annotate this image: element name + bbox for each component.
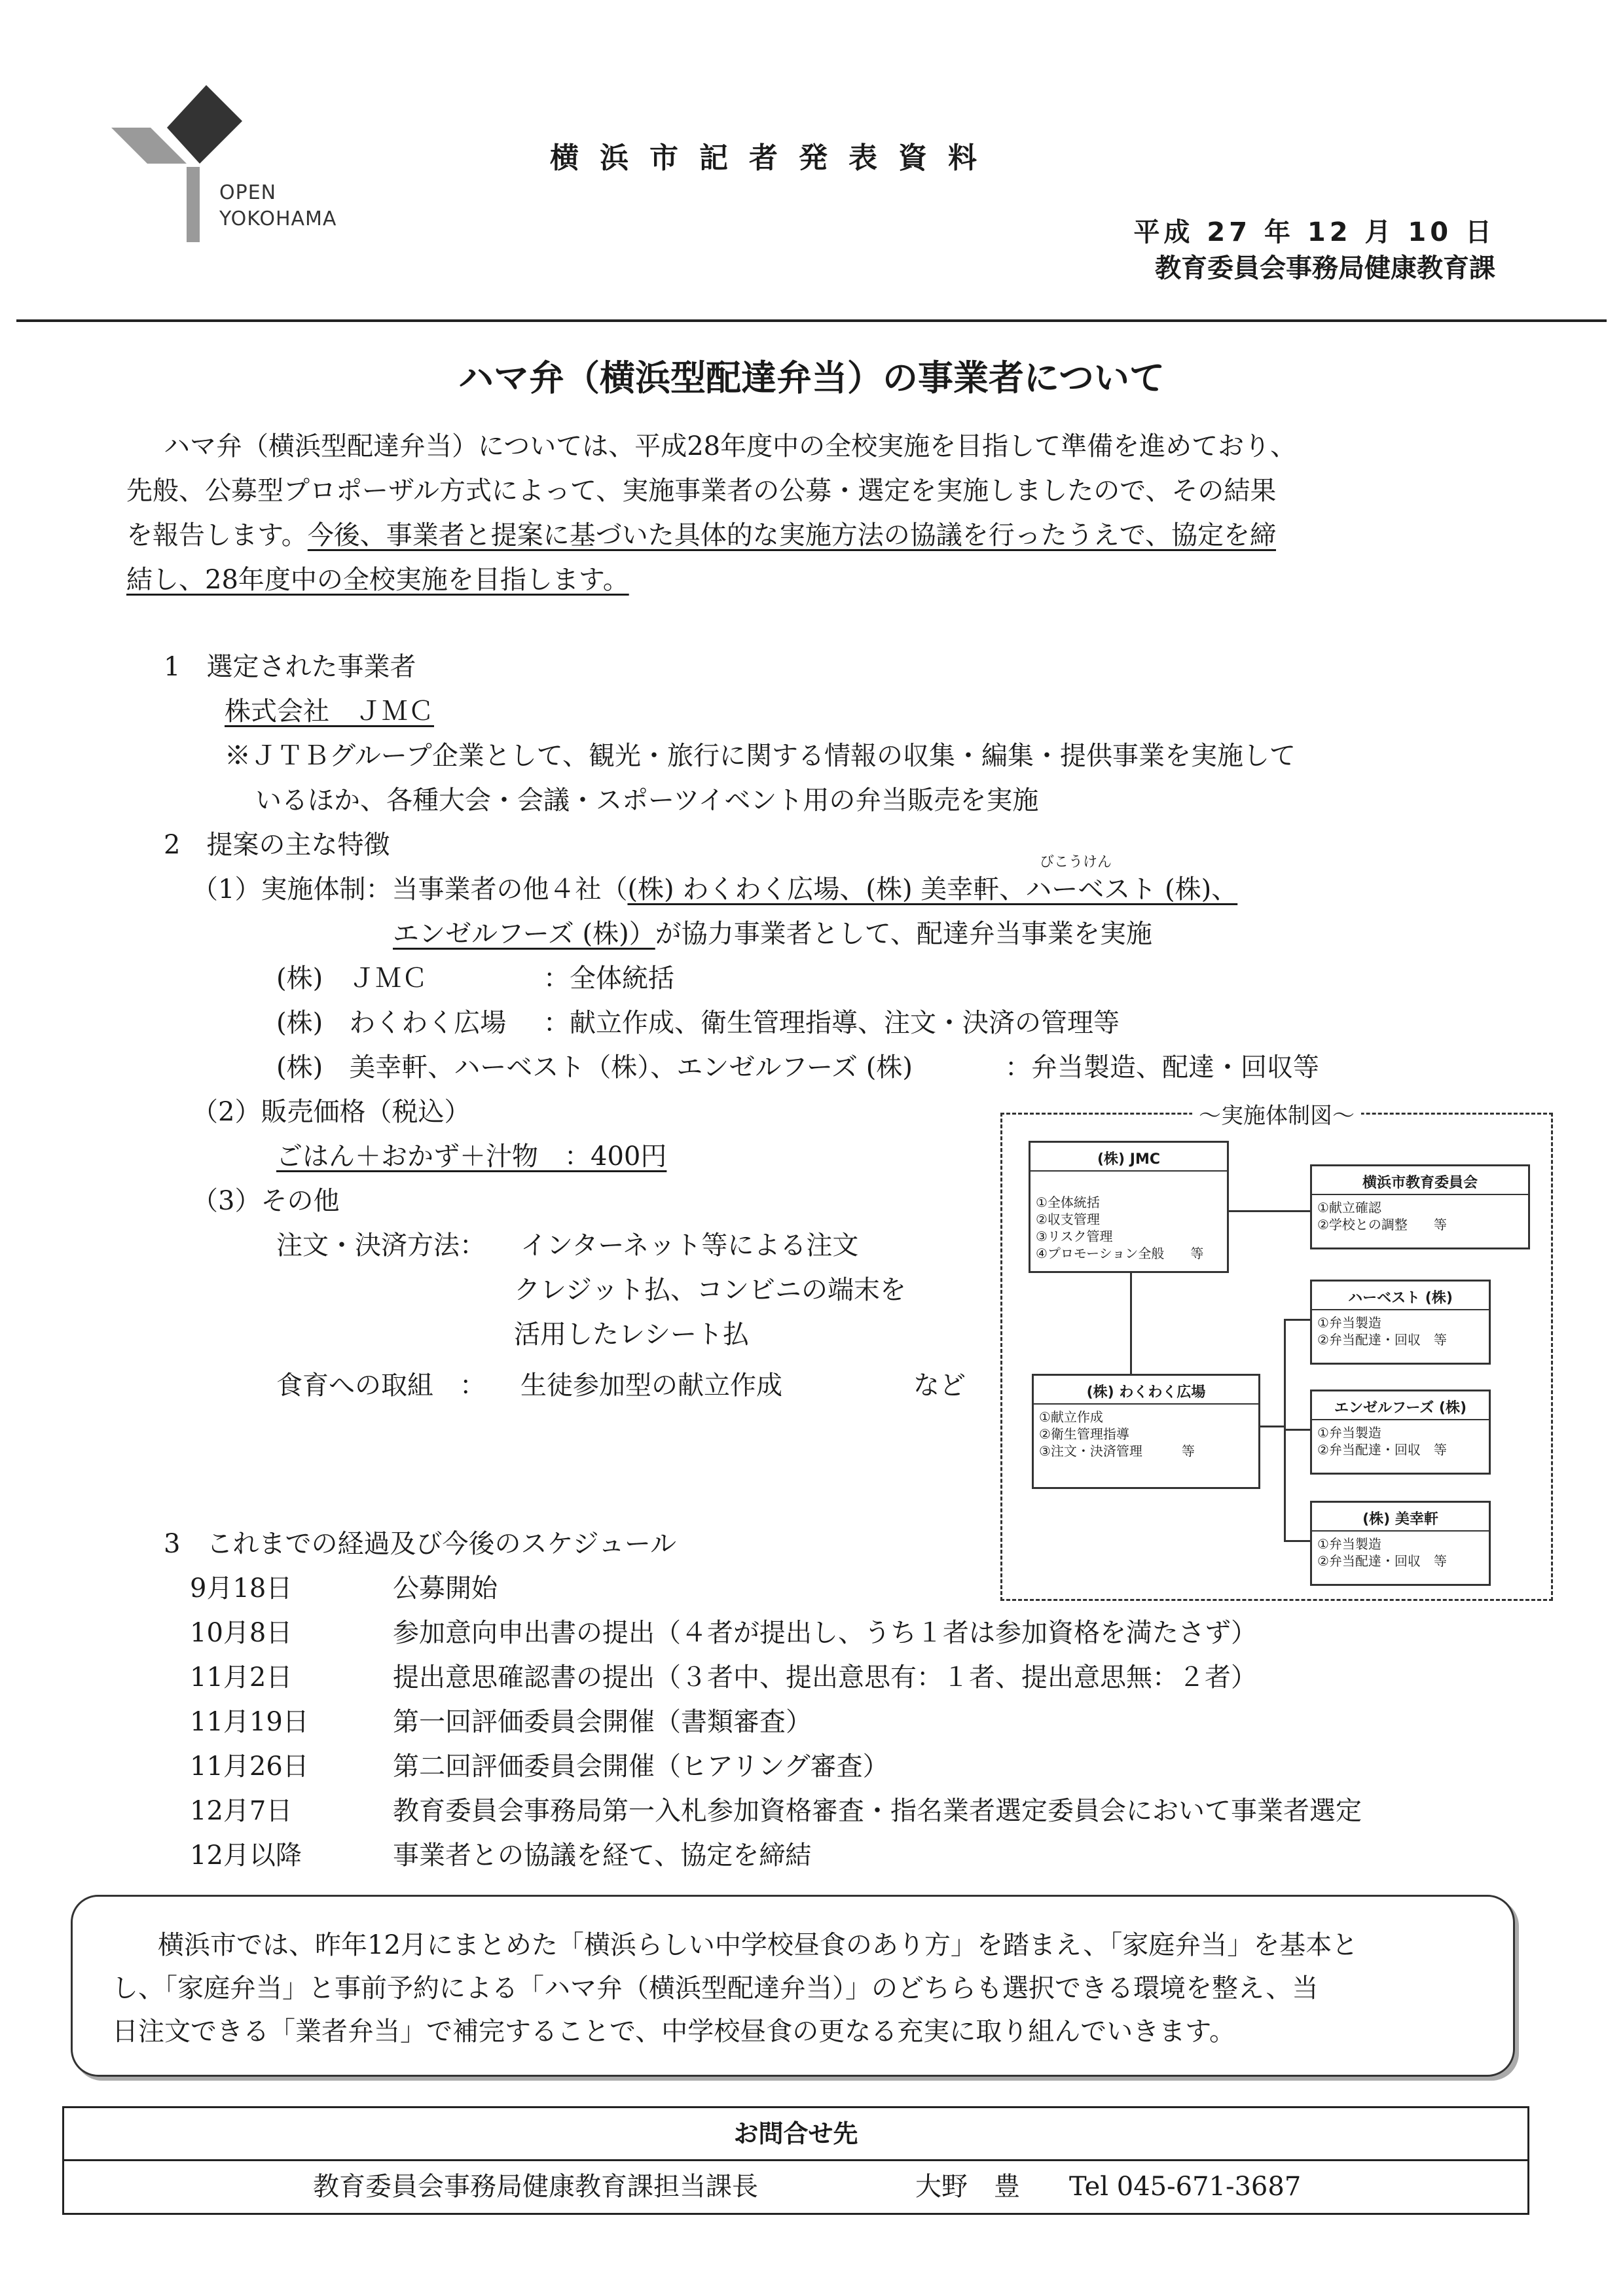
board-header: 横浜市教育委員会 xyxy=(1312,1166,1528,1195)
contact-position: 教育委員会事務局健康教育課担当課長 xyxy=(313,2172,758,2202)
contact-name: 大野 豊 xyxy=(915,2172,1020,2202)
logo-text xyxy=(219,180,337,232)
schedule-event-2: 参加意向申出書の提出（４者が提出し、うち１者は参加資格を満たさず） xyxy=(393,1618,1257,1648)
food-education-etc: など xyxy=(913,1371,966,1401)
bikouken-role-2: ②弁当配達・回収 等 xyxy=(1317,1553,1447,1569)
order-line-3: 活用したレシート払 xyxy=(514,1319,749,1350)
bikouken-header: (株) 美幸軒 xyxy=(1312,1503,1489,1532)
schedule-date-6: 12月7日 xyxy=(190,1796,293,1826)
wakuwaku-role-2: ②衛生管理指導 xyxy=(1039,1426,1129,1442)
department-name: 教育委員会事務局健康教育課 xyxy=(1155,253,1495,283)
jmc-role-4: ④プロモーション全般 等 xyxy=(1036,1246,1204,1261)
schedule-event-7: 事業者との協議を経て、協定を締結 xyxy=(393,1840,812,1871)
role-name-1: (株) ＪＭＣ xyxy=(276,963,428,994)
contact-heading: お問合せ先 xyxy=(64,2108,1527,2161)
note-line-2: し、「家庭弁当」と事前予約による「ハマ弁（横浜型配達弁当）」のどちらも選択できる環境を整え、当 xyxy=(112,1973,1319,2003)
section-3-heading: 3 これまでの経過及び今後のスケジュール xyxy=(164,1529,677,1559)
release-date: 平成 27 年 12 月 10 日 xyxy=(1133,217,1495,247)
jmc-header: (株) JMC xyxy=(1030,1143,1227,1172)
intro-line-4 xyxy=(126,558,629,602)
intro-line-3 xyxy=(126,513,1276,558)
diagram-box-board xyxy=(1310,1164,1530,1249)
harvest-role-2: ②弁当配達・回収 等 xyxy=(1317,1332,1447,1348)
schedule-event-3: 提出意思確認書の提出（３者中、提出意思有：１者、提出意思無：２者） xyxy=(393,1662,1257,1693)
connector-jmc-board xyxy=(1225,1210,1310,1212)
intro-line-2: 先般、公募型プロポーザル方式によって、実施事業者の公募・選定を実施しましたので、その結果 xyxy=(126,476,1277,506)
role-desc-2: ：献立作成、衛生管理指導、注文・決済の管理等 xyxy=(543,1008,1120,1038)
section-1-heading: 1 選定された事業者 xyxy=(164,652,416,682)
role-desc-1: ：全体統括 xyxy=(543,963,674,994)
jmc-role-2: ②収支管理 xyxy=(1036,1211,1100,1227)
intro-line-3-underlined: 今後、事業者と提案に基づいた具体的な実施方法の協議を行ったうえで、協定を締 xyxy=(307,520,1277,550)
item-2-label: （2）販売価格（税込） xyxy=(192,1097,471,1127)
logo-text-yokohama: YOKOHAMA xyxy=(219,207,337,230)
item-1-line-1 xyxy=(192,867,1237,912)
company-note-2: いるほか、各種大会・会議・スポーツイベント用の弁当販売を実施 xyxy=(255,785,1039,816)
schedule-event-5: 第二回評価委員会開催（ヒアリング審査） xyxy=(393,1751,889,1782)
schedule-date-7: 12月以降 xyxy=(190,1840,302,1871)
diagram-box-wakuwaku xyxy=(1032,1374,1260,1489)
order-line-1: インターネット等による注文 xyxy=(520,1230,859,1261)
intro-line-1: ハマ弁（横浜型配達弁当）については、平成28年度中の全校実施を目指して準備を進めており、 xyxy=(164,431,1297,461)
angel-role-2: ②弁当配達・回収 等 xyxy=(1317,1442,1447,1458)
schedule-event-4: 第一回評価委員会開催（書類審査） xyxy=(393,1707,812,1737)
schedule-date-1: 9月18日 xyxy=(190,1573,293,1604)
ruby-bikouken: びこうけん xyxy=(1040,854,1112,870)
schedule-date-3: 11月2日 xyxy=(190,1662,293,1693)
schedule-date-5: 11月26日 xyxy=(190,1751,309,1782)
board-role-2: ②学校との調整 等 xyxy=(1317,1217,1447,1232)
connector-bus-bikouken xyxy=(1284,1540,1310,1542)
diagram-box-harvest xyxy=(1310,1280,1491,1365)
intro-line-3-plain: を報告します。 xyxy=(126,520,308,550)
price: ごはん＋おかず＋汁物 ：400円 xyxy=(276,1141,667,1172)
harvest-header: ハーベスト (株) xyxy=(1312,1282,1489,1310)
diagram-box-jmc xyxy=(1029,1141,1229,1273)
food-education-value: 生徒参加型の献立作成 xyxy=(520,1371,782,1401)
schedule-event-1: 公募開始 xyxy=(393,1573,498,1604)
bikouken-role-1: ①弁当製造 xyxy=(1317,1536,1381,1552)
item-1-partners-b: エンゼルフーズ (株)） xyxy=(393,919,655,949)
header-divider xyxy=(16,319,1607,322)
wakuwaku-header: (株) わくわく広場 xyxy=(1034,1376,1258,1405)
angel-header: エンゼルフーズ (株) xyxy=(1312,1391,1489,1420)
note-line-1: 横浜市では、昨年12月にまとめた「横浜らしい中学校昼食のあり方」を踏まえ、「家庭弁当」を基本と xyxy=(158,1930,1359,1960)
diagram-title xyxy=(1002,1098,1551,1130)
item-1-label: （1）実施体制：当事業者の他４社（ xyxy=(192,874,628,905)
note-line-3: 日注文できる「業者弁当」で補完することで、中学校昼食の更なる充実に取り組んでいきます。 xyxy=(112,2017,1235,2047)
item-1-line-2 xyxy=(393,912,1152,956)
item-1-tail: が協力事業者として、配達弁当事業を実施 xyxy=(655,919,1152,949)
document-title: ハマ弁（横浜型配達弁当）の事業者について xyxy=(458,357,1165,399)
press-release-title: 横浜市記者発表資料 xyxy=(550,141,998,175)
wakuwaku-role-3: ③注文・決済管理 等 xyxy=(1039,1443,1195,1459)
board-role-1: ①献立確認 xyxy=(1317,1200,1381,1215)
schedule-event-6: 教育委員会事務局第一入札参加資格審査・指名業者選定委員会において事業者選定 xyxy=(393,1796,1362,1826)
implementation-structure-diagram xyxy=(1000,1103,1553,1601)
role-desc-3: ：弁当製造、配達・回収等 xyxy=(1005,1052,1319,1083)
diagram-box-angel xyxy=(1310,1390,1491,1475)
intro-line-4-underlined: 結し、28年度中の全校実施を目指します。 xyxy=(126,565,629,595)
contact-table xyxy=(62,2106,1529,2215)
policy-note-box xyxy=(71,1895,1515,2077)
jmc-role-1: ①全体統括 xyxy=(1036,1194,1100,1210)
connector-bus-harvest xyxy=(1284,1319,1310,1321)
schedule-date-2: 10月8日 xyxy=(190,1618,293,1648)
diagram-title-text: ～実施体制図～ xyxy=(1192,1103,1361,1129)
selected-company: 株式会社 ＪＭＣ xyxy=(225,696,434,726)
food-education-label: 食育への取組 ： xyxy=(276,1371,486,1401)
connector-jmc-wakuwaku xyxy=(1130,1269,1132,1374)
connector-bus-angel xyxy=(1284,1429,1310,1431)
item-3-label: （3）その他 xyxy=(192,1186,340,1216)
wakuwaku-role-1: ①献立作成 xyxy=(1039,1409,1103,1425)
section-2-heading: 2 提案の主な特徴 xyxy=(164,830,390,860)
item-1-partners-a: (株) わくわく広場、(株) 美幸軒、ハーベスト (株)、 xyxy=(627,874,1238,905)
role-name-2: (株) わくわく広場 xyxy=(276,1008,507,1038)
role-name-3: (株) 美幸軒、ハーベスト（株）、エンゼルフーズ (株) xyxy=(276,1052,913,1083)
angel-role-1: ①弁当製造 xyxy=(1317,1425,1381,1441)
company-note-1: ※ＪＴＢグループ企業として、観光・旅行に関する情報の収集・編集・提供事業を実施して xyxy=(225,741,1296,771)
harvest-role-1: ①弁当製造 xyxy=(1317,1315,1381,1331)
connector-wakuwaku-bus xyxy=(1256,1426,1284,1427)
schedule-date-4: 11月19日 xyxy=(190,1707,309,1737)
diagram-box-bikouken xyxy=(1310,1501,1491,1586)
contact-tel: Tel 045-671-3687 xyxy=(1069,2172,1302,2202)
order-line-2: クレジット払、コンビニの端末を xyxy=(514,1275,906,1305)
logo-text-open: OPEN xyxy=(219,181,277,204)
order-label: 注文・決済方法： xyxy=(276,1230,486,1261)
jmc-role-3: ③リスク管理 xyxy=(1036,1229,1113,1244)
contact-row xyxy=(64,2161,1527,2212)
